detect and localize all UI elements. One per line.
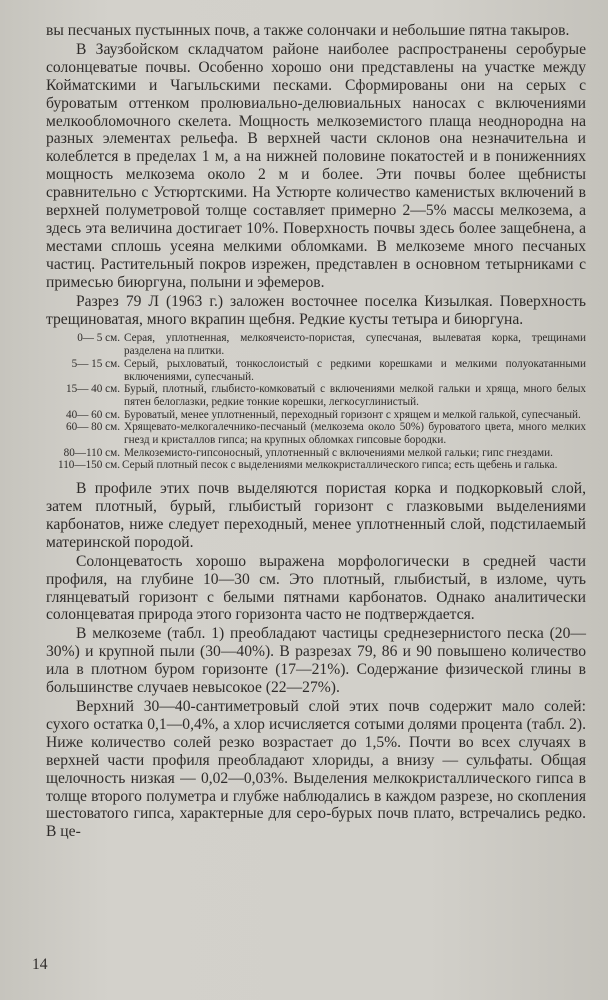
profile-horizon (46, 447, 586, 460)
profile-horizon (46, 459, 586, 472)
paragraph-top-layer-salts: Верхний 30—40-сантиметровый слой этих почв содержит мало солей: сухого остатка 0,1—0,4%, а хлор исчисляется сотыми долями процента (табл. 2). Ниже количество солей резко возрастает до 1,5%. Почти во всех случаях в верхней части профиля преобладают хлориды, а внизу — сульфаты. Общая щелочность низкая — 0,02—0,03%. Выделения мелкокристаллического гипса в толще второго полуметра и глубже наблюдались в каждом разрезе, но скопления шестоватого гипса, характерные для серо-бурых почв плато, встречались редко. В це- (46, 698, 586, 841)
paragraph-solonetzicity: Солонцеватость хорошо выражена морфологически в средней части профиля, на глубине 10—30 см. Это плотный, глыбистый, в изломе, чуть глянцеватый горизонт с белыми пятнами карбонатов. Однако аналитически солонцеватая природа этого горизонта часто не подтверждается. (46, 552, 586, 624)
profile-horizon (46, 383, 586, 408)
horizon-description: Серый, рыхловатый, тонкослоистый с редкими корешками и мелкими полуокатанными включениями, супесчаный. (124, 357, 586, 383)
profile-horizon (46, 358, 586, 383)
paragraph-zaauzboy-soils: В Заузбойском складчатом районе наиболее распространены серобурые солонцеватые почвы. Особенно хорошо они представлены на участке между Койматскими и Чагыльскими песками. Сформированы они на серых с буроватым оттенком пролювиально-делювиальных наносах с включениями мелкообломочного скелета. Мощность мелкоземистого плаща неоднородна на разных элементах рельефа. В верхней части склонов она незначительна и колеблется в пределах 1 м, а на нижней половине покатостей и в пониженниях мощность мелкозема около 2 м и более. Эти почвы более щебнисты сравнительно с Устюртскими. На Устюрте количество каменистых включений в верхней полуметровой толще составляет примерно 2—5% массы мелкозема, а здесь эта величина достигает 10%. Поверхность почвы здесь более защебнена, а местами сплошь усеяна мелкими обломками. В мелкоземе много песчаных частиц. Растительный покров изрежен, представлен в основном тетырниками с примесью биюргуна, полыни и эфемеров. (46, 40, 586, 291)
paragraph-fine-earth: В мелкоземе (табл. 1) преобладают частицы среднезернистого песка (20—30%) и крупной пыли (30—40%). В разрезах 79, 86 и 90 повышено количество ила в плотном буром горизонте (17—21%). Содержание физической глины в большинстве случаев невысокое (22—27%). (46, 625, 586, 697)
horizon-depth: 40— 60 см. (66, 408, 120, 421)
profile-horizon (46, 421, 586, 446)
horizon-description: Серая, уплотненная, мелкоячеисто-пористая, супесчаная, вылеватая корка, трещинами разделена на плитки. (124, 332, 586, 358)
horizon-depth: 60— 80 см. (66, 421, 120, 434)
soil-profile-description (46, 332, 586, 472)
horizon-description: Серый плотный песок с выделениями мелкокристаллического гипса; есть щебень и галька. (122, 459, 558, 472)
horizon-depth: 0— 5 см. (77, 332, 120, 345)
page-body (46, 22, 586, 841)
horizon-description: Буроватый, менее уплотненный, переходный горизонт с хрящем и мелкой галькой, супесчаный. (124, 408, 581, 421)
horizon-description: Мелкоземисто-гипсоносный, уплотненный с включениями мелкой гальки; гипс гнездами. (124, 446, 553, 459)
horizon-description: Хрящевато-мелкогалечнико-песчаный (мелкозема около 50%) буроватого цвета, много мелких гнезд и кристаллов гипса; на крупных обломках гипсовые бородки. (124, 421, 586, 447)
intro-paragraph: вы песчаных пустынных почв, а также солончаки и небольшие пятна такыров. (46, 22, 570, 39)
horizon-depth: 15— 40 см. (66, 383, 120, 396)
horizon-depth: 110—150 см. (58, 459, 120, 472)
profile-horizon (46, 332, 586, 357)
paragraph-profile-summary: В профиле этих почв выделяются пористая корка и подкорковый слой, затем плотный, бурый, глыбистый горизонт с глазковыми выделениями карбонатов, ниже следует переходный, менее уплотненный слой, подстилаемый материнской породой. (46, 480, 586, 551)
horizon-depth: 80—110 см. (63, 446, 120, 459)
page-number: 14 (32, 956, 48, 973)
horizon-description: Бурый, плотный, глыбисто-комковатый с включениями мелкой гальки и хряща, много белых пятен белоглазки, редкие тонкие корешки, легкосуглинистый. (124, 383, 586, 408)
profile-horizon (46, 409, 586, 422)
horizon-depth: 5— 15 см. (71, 357, 120, 370)
paragraph-section-79l: Разрез 79 Л (1963 г.) заложен восточнее поселка Кизылкая. Поверхность трещиноватая, много вкрапин щебня. Редкие кусты тетыра и биюргуна. (46, 292, 586, 328)
